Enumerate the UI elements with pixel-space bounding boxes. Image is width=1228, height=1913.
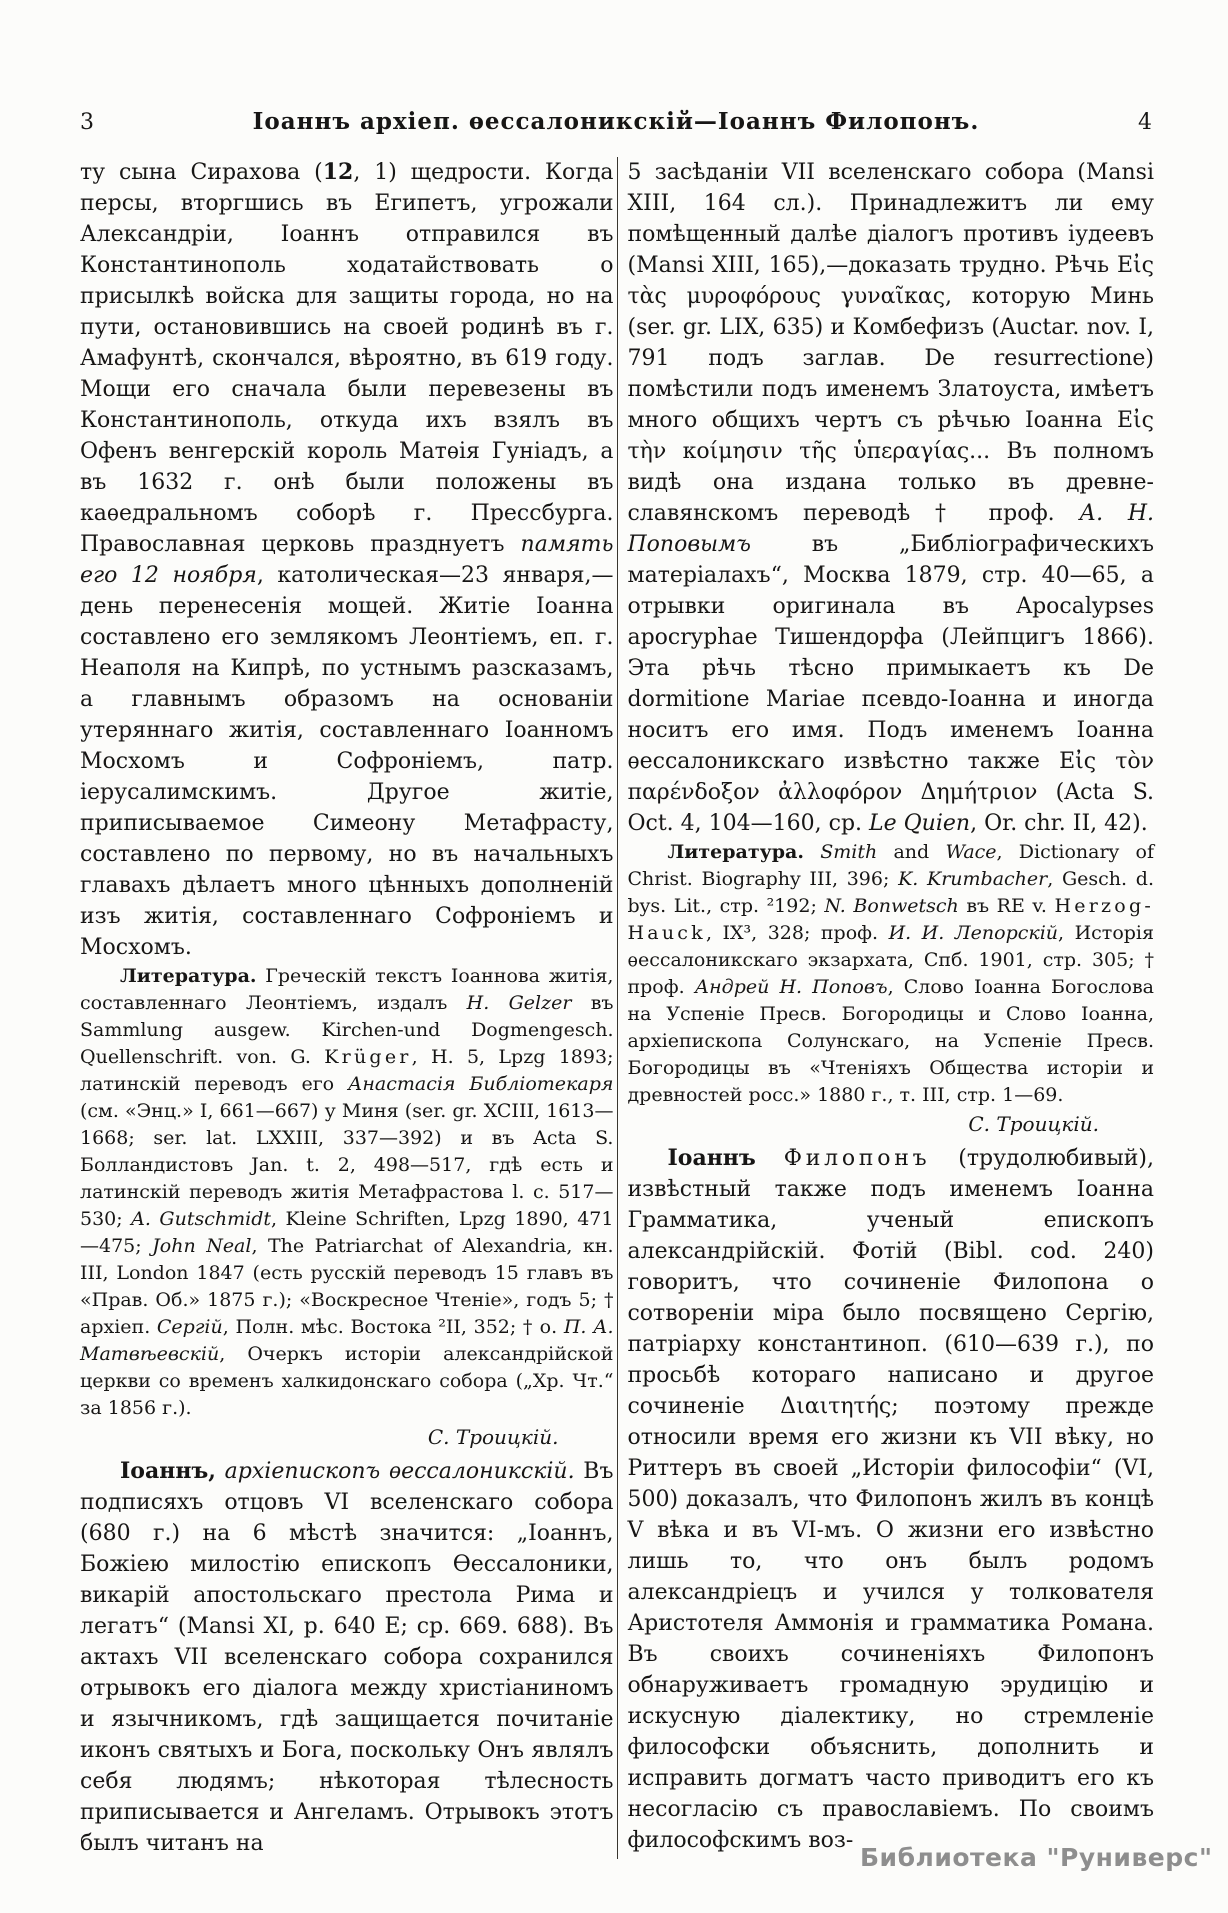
- left-page-number: 3: [80, 110, 94, 135]
- text-segment: Литература.: [667, 841, 804, 863]
- text-segment: , H. 5, Lpzg 1893; латинскій переводъ его: [80, 1046, 614, 1095]
- author-signature: [80, 1423, 613, 1452]
- text-segment: 5 засѣданіи VII вселенскаго собора (Mansi XIII, 164 сл.). Принадлежитъ ли ему помѣщенный далѣе діалогъ противъ іудеевъ (Mansi XIII, 165),—доказать трудно. Рѣчь Εἰς τὰς μυροφόρους γυναῖκας, которую Минь (ser. gr. LIX, 635) и Комбефизъ (Auctar. nov. I, 791 подъ заглав. De resurrectione) помѣстили подъ именемъ Златоуста, имѣетъ много общихъ чертъ съ рѣчью Іоанна Εἰς τὴν κοίμησιν τῆς ὑπεραγίας... Въ полномъ видѣ она издана только въ древне-славянскомъ переводѣ † проф.: [627, 160, 1154, 526]
- text-segment: въ Sammlung ausgew. Kirchen-und Dogmengesch. Quellenschrift. von. G.: [80, 992, 614, 1068]
- page-header: [80, 108, 1152, 135]
- text-segment: Іоаннъ,: [120, 1458, 216, 1484]
- text-segment: [756, 1146, 784, 1171]
- text-segment: ту сына Сирахова (: [80, 160, 323, 185]
- text-segment: 12: [322, 159, 354, 185]
- text-segment: Wace: [945, 841, 997, 863]
- author-signature: [627, 1110, 1154, 1139]
- text-segment: John Neal: [152, 1235, 252, 1257]
- text-segment: Въ подписяхъ отцовъ VI вселенскаго собора (680 г.) на 6 мѣстѣ значится: „Іоаннъ, Божіею милостію епископъ Ѳессалоники, викарій апостольскаго престола Рима и легатъ“ (Mansi XI, p. 640 E; ср. 669. 688). Въ актахъ VII вселенскаго собора сохранился отрывокъ его діалога между христіаниномъ и язычникомъ, гдѣ защищается почитаніе иконъ святыхъ и Бога, поскольку Онъ являлъ себя людямъ; нѣкоторая тѣлесность приписывается и Ангеламъ. Отрывокъ этотъ былъ читанъ на: [80, 1459, 614, 1856]
- text-segment: (см. «Энц.» I, 661—667) у Миня (ser. gr. XCIII, 1613—1668; ser. lat. LXXIII, 337—392) и въ Acta S. Болландистовъ Jan. t. 2, 498—517, гдѣ есть и латинскій переводъ житія Метафрастова l. c. 517—530;: [80, 1100, 614, 1230]
- literature-paragraph: [80, 963, 613, 1422]
- text-segment: , католическая—23 января,—день перенесенія мощей. Житіе Іоанна составлено его землякомъ Леонтіемъ, еп. г. Неаполя на Кипрѣ, по устнымъ разсказамъ, а главнымъ образомъ на основаніи утеряннаго житія, составленнаго Іоанномъ Мосхомъ и Софроніемъ, патр. іерусалимскимъ. Другое житіе, приписываемое Симеону Метафрасту, составлено по первому, но въ начальныхъ главахъ дѣлаетъ много цѣнныхъ дополненій изъ житія, составленнаго Софроніемъ и Мосхомъ.: [80, 563, 614, 960]
- text-segment: И. И. Лепорскій: [888, 922, 1059, 944]
- literature-paragraph: [627, 839, 1154, 1109]
- text-segment: память его 12 ноября: [80, 532, 614, 588]
- text-segment: N. Bonwetsch: [824, 895, 959, 917]
- text-segment: С. Троицкій.: [968, 1112, 1099, 1136]
- text-segment: , Kleine Schriften, Lpzg 1890, 471—475;: [80, 1208, 614, 1257]
- text-segment: [804, 841, 820, 863]
- text-segment: въ „Библіографическихъ матеріалахъ“, Москва 1879, стр. 40—65, а отрывки оригинала въ Apocalypses apocryphae Тишендорфа (Лейпцигъ 1866). Эта рѣчь тѣсно примыкаетъ къ De dormitione Mariae псевдо-Іоанна и иногда носитъ его имя. Подъ именемъ Іоанна ѳессалоникскаго извѣстно также Εἰς τὸν παρένδοξον ἀλλοφόρον Δημήτριον (Acta S. Oct. 4, 104—160, ср.: [627, 532, 1154, 836]
- text-segment: K. Krumbacher: [898, 868, 1048, 890]
- left-column: [80, 157, 617, 1859]
- library-watermark: Библиотека "Руниверс": [860, 1843, 1213, 1872]
- article-paragraph: [627, 1143, 1154, 1856]
- text-segment: and: [877, 841, 946, 863]
- text-segment: , Or. chr. II, 42).: [970, 811, 1148, 836]
- text-segment: A. Gutschmidt: [131, 1208, 272, 1230]
- text-segment: Le Quien: [869, 811, 971, 836]
- text-segment: , Dictionary of Christ. Biography III, 396;: [627, 841, 1155, 890]
- text-segment: , 1) щедрости. Когда персы, вторгшись въ Египетъ, угрожали Александріи, Іоаннъ отправился въ Константинополь ходатайствовать о присылкѣ войска для защиты города, но на пути, остановившись на своей родинѣ въ г. Амафунтѣ, скончался, вѣроятно, въ 619 году. Мощи его сначала были перевезены въ Константинополь, откуда ихъ взялъ въ Офенъ венгерскій король Матѳія Гуніадъ, а въ 1632 г. онѣ были положены въ каѳедральномъ соборѣ г. Прессбурга. Православная церковь празднуетъ: [80, 160, 614, 557]
- body-paragraph: [80, 157, 613, 963]
- text-segment: въ RE v.: [958, 895, 1055, 917]
- text-segment: , Исторія ѳессалоникскаго экзархата, Спб. 1901, стр. 305; † проф.: [627, 922, 1154, 998]
- text-segment: , Полн. мѣс. Востока ²II, 352; † о.: [222, 1316, 564, 1338]
- text-columns: [80, 157, 1154, 1859]
- text-segment: Филопонъ: [783, 1146, 931, 1171]
- text-segment: , IX³, 328; проф.: [705, 922, 889, 944]
- text-segment: Греческій текстъ Іоаннова житія, составленнаго Леонтіемъ, издалъ: [80, 965, 614, 1014]
- text-segment: Smith: [820, 841, 878, 863]
- text-segment: А. Н. Поповымъ: [627, 501, 1155, 557]
- text-segment: С. Троицкій.: [427, 1425, 559, 1449]
- text-segment: Андрей Н. Поповъ: [694, 976, 888, 998]
- right-column: [618, 157, 1154, 1859]
- text-segment: Литература.: [120, 965, 257, 987]
- text-segment: Сергій: [156, 1316, 223, 1338]
- text-segment: архіепископъ ѳессалоникскій.: [215, 1459, 575, 1484]
- text-segment: Krüger: [324, 1046, 412, 1068]
- text-segment: , Gesch. d. bys. Lit., стр. ²192;: [627, 868, 1154, 917]
- text-segment: , The Patriarchat of Alexandria, кн. III, London 1847 (есть русскій переводъ 15 главъ въ «Прав. Об.» 1875 г.); «Воскресное Чтеніе», годъ 5; † архіеп.: [80, 1235, 614, 1338]
- text-segment: (трудолюбивый), извѣстный также подъ именемъ Іоанна Грамматика, ученый епископъ александрійскій. Фотій (Bibl. cod. 240) говоритъ, что сочиненіе Филопона о сотвореніи міра было посвящено Сергію, патріарху константиноп. (610—639 г.), по просьбѣ котораго написано и другое сочиненіе Διαιτητής; поэтому прежде относили время его жизни къ VII вѣку, но Риттеръ въ своей „Исторіи философіи“ (VI, 500) доказалъ, что Филопонъ жилъ въ концѣ V вѣка и въ VI-мъ. О жизни его извѣстно лишь то, что онъ былъ родомъ александріецъ и учился у толкователя Аристотеля Аммонія и грамматика Романа. Въ своихъ сочиненіяхъ Филопонъ обнаруживаетъ громадную эрудицію и искусную діалектику, но стремленіе философски объяснить, дополнить и исправить догматъ часто приводитъ его къ несогласію съ православіемъ. По своимъ философскимъ воз-: [627, 1146, 1154, 1853]
- text-segment: , Очеркъ исторіи александрійской церкви со временъ халкидонскаго собора („Хр. Чт.“ за 1856 г.).: [80, 1343, 614, 1419]
- text-segment: Іоаннъ: [667, 1145, 756, 1171]
- text-segment: П. А. Матвѣевскій: [80, 1316, 614, 1365]
- text-segment: H. Gelzer: [466, 992, 572, 1014]
- text-segment: Анастасія Библіотекаря: [347, 1073, 614, 1095]
- body-paragraph: [627, 157, 1154, 839]
- running-title: Іоаннъ архіеп. ѳессалоникскій—Іоаннъ Филопонъ.: [252, 108, 980, 135]
- right-page-number: 4: [1138, 110, 1152, 135]
- text-segment: Herzog-Hauck: [627, 895, 1154, 944]
- text-segment: , Слово Іоанна Богослова на Успеніе Пресв. Богородицы и Слово Іоанна, архіепископа Солунскаго, на Успеніе Пресв. Богородицы въ «Чтеніяхъ Общества исторіи и древностей росс.» 1880 г., т. III, стр. 1—69.: [627, 976, 1154, 1106]
- article-paragraph: [80, 1456, 613, 1859]
